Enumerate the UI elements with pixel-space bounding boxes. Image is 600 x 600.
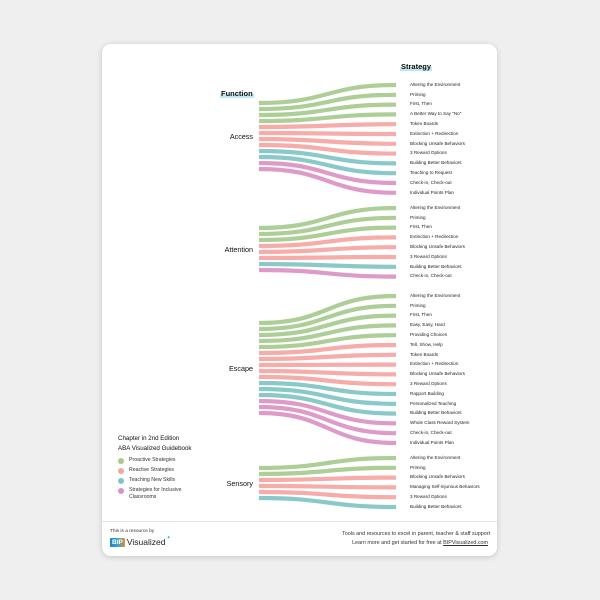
- flow-band: [259, 486, 396, 487]
- strategy-label: Blocking Unsafe Behaviors: [410, 244, 465, 249]
- function-label-access: Access: [229, 131, 253, 141]
- strategy-label: Token Boards: [410, 121, 439, 126]
- flow-band: [259, 139, 396, 144]
- strategy-label: Personalized Teaching: [410, 400, 457, 406]
- strategy-label: Altering the Environment: [410, 81, 461, 87]
- strategy-label: Priming: [410, 464, 426, 470]
- strategy-label: Check-in, Check-out: [410, 430, 452, 435]
- function-label-attention: Attention: [224, 244, 253, 254]
- flow-band: [259, 133, 396, 134]
- strategy-label: Extinction + Redirection: [410, 361, 459, 367]
- strategy-label: Building Better Behaviors: [410, 160, 462, 166]
- strategy-header: Strategy: [401, 62, 432, 71]
- inclusive-dot-icon: [118, 488, 124, 494]
- legend-item-reactive: Reactive Strategies: [118, 467, 238, 474]
- strategy-label: Providing Choices: [410, 332, 448, 337]
- footer: [102, 521, 497, 556]
- strategy-label: Building Better Behaviors: [410, 263, 462, 269]
- strategy-label: Altering the Environment: [410, 204, 461, 210]
- strategy-label: First, Then: [410, 312, 432, 318]
- legend-title-line2: ABA Visualized Guidebook: [118, 445, 192, 452]
- flow-band: [259, 270, 396, 277]
- strategy-label: Blocking Unsafe Behaviors: [410, 371, 465, 377]
- flow-band: [259, 371, 396, 374]
- strategy-label: Token Boards: [410, 351, 439, 357]
- strategy-label: Easy, Easy, Hard: [410, 322, 445, 328]
- sparkle-icon: ✦: [166, 535, 171, 541]
- legend-item-teaching: Teaching New Skills: [118, 477, 238, 484]
- function-header: Function: [221, 89, 253, 98]
- strategy-label: Check-in, Check-out: [410, 179, 452, 185]
- strategy-label: Extinction + Redirection: [410, 234, 459, 240]
- flow-band: [259, 257, 396, 258]
- function-label-escape: Escape: [229, 363, 253, 373]
- bip-logo-mark: BIP: [112, 538, 123, 546]
- strategy-label: Altering the Environment: [410, 454, 461, 460]
- website-link[interactable]: BIPVisualized.com: [443, 540, 488, 546]
- flow-band: [259, 478, 396, 480]
- function-label-sensory: Sensory: [226, 478, 253, 488]
- strategy-label: Tell, Show, Help: [410, 341, 443, 347]
- strategy-label: Individual Points Plan: [410, 439, 454, 445]
- strategy-label: Priming: [410, 91, 426, 97]
- strategy-label: Check-in, Check-out: [410, 273, 452, 279]
- strategy-label: 3 Reward Options: [410, 494, 447, 499]
- flow-band: [259, 355, 396, 359]
- strategy-label: First, Then: [410, 101, 432, 107]
- legend-item-proactive: Proactive Strategies: [118, 457, 238, 464]
- strategy-label: Priming: [410, 302, 426, 308]
- strategy-label: Priming: [410, 214, 426, 220]
- flow-band: [259, 413, 396, 443]
- infographic-card: [102, 44, 497, 556]
- flow-band: [259, 264, 396, 267]
- strategy-label: Rapport Building: [410, 390, 444, 396]
- bip-visualized-logo[interactable]: [110, 537, 171, 547]
- tagline: Tools and resources to excel in parent, teacher & staff support: [342, 531, 490, 537]
- legend: [118, 434, 238, 501]
- logo-wordmark: Visualized: [126, 537, 166, 547]
- flow-band: [259, 247, 396, 252]
- strategy-label: Individual Points Plan: [410, 189, 454, 195]
- strategy-label: Whole Class Reward System: [410, 420, 470, 426]
- resource-by-text: This is a resource by: [110, 529, 155, 534]
- strategy-label: Blocking Unsafe Behaviors: [410, 474, 465, 480]
- proactive-dot-icon: [118, 458, 124, 464]
- strategy-label: 3 Reward Options: [410, 150, 447, 156]
- strategy-label: 3 Reward Options: [410, 381, 447, 386]
- strategy-label: Managing Self-injurious Behaviors: [410, 484, 480, 490]
- flow-band: [259, 124, 396, 127]
- strategy-label: First, Then: [410, 224, 432, 230]
- cta-text: Learn more and get started for free at BIPVisualized.com: [352, 540, 488, 546]
- strategy-label: Altering the Environment: [410, 292, 461, 298]
- strategy-label: Blocking Unsafe Behaviors: [410, 140, 465, 146]
- reactive-dot-icon: [118, 468, 124, 474]
- strategy-label: Building Better Behaviors: [410, 503, 462, 509]
- strategy-label: Extinction + Redirection: [410, 130, 459, 136]
- strategy-label: 3 Reward Options: [410, 253, 447, 259]
- legend-title-line1: Chapter in 2nd Edition: [118, 435, 180, 442]
- strategy-label: Teaching to Request: [410, 170, 452, 175]
- flow-band: [259, 498, 396, 507]
- strategy-label: Building Better Behaviors: [410, 410, 462, 416]
- legend-item-inclusive: Strategies for Inclusive Classrooms: [118, 487, 238, 501]
- strategy-label: A Better Way to Say "No": [410, 111, 462, 117]
- teaching-dot-icon: [118, 478, 124, 484]
